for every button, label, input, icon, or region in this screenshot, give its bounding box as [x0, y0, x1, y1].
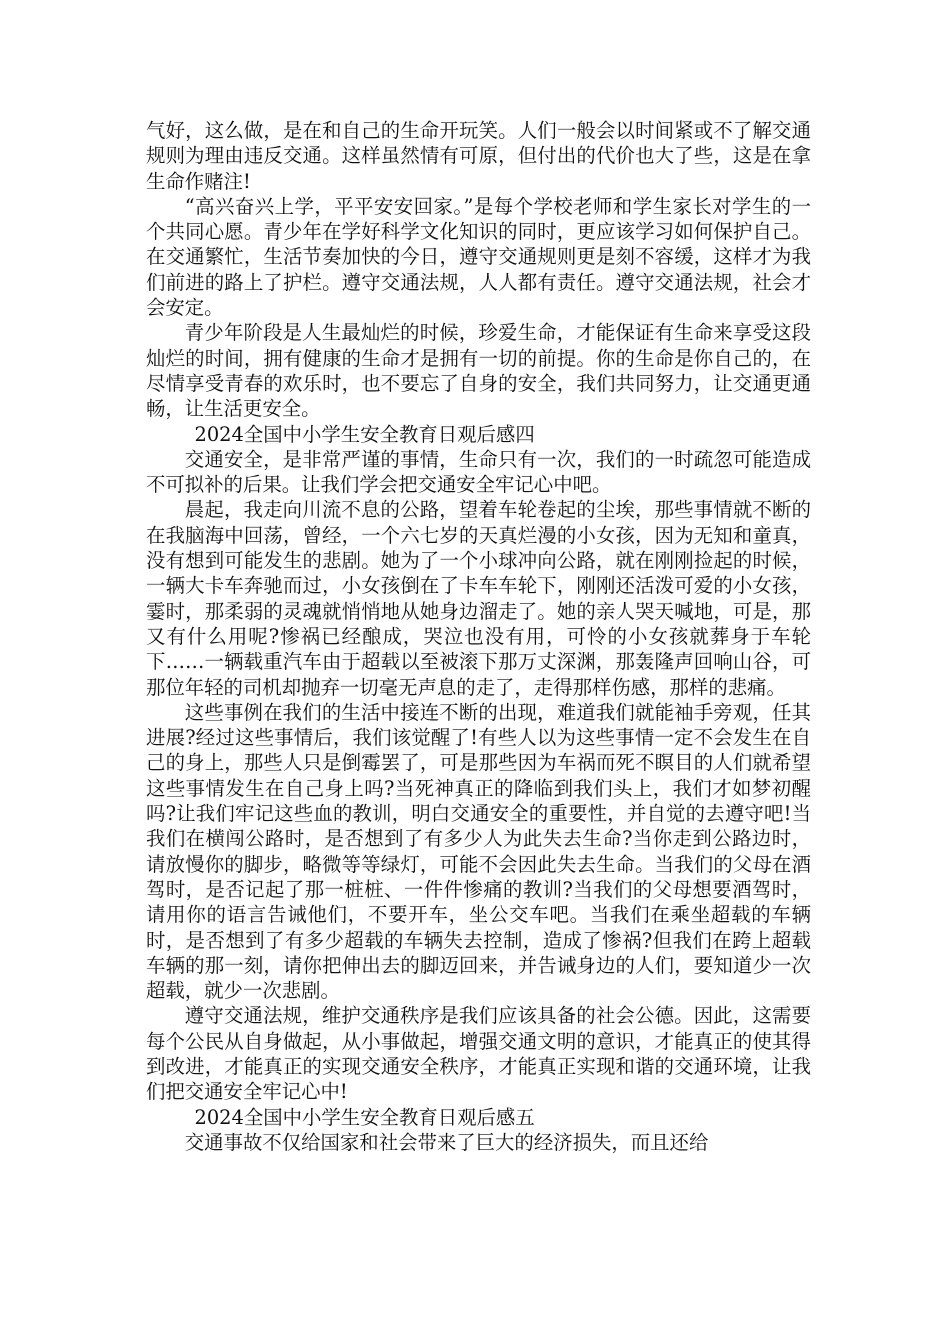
paragraph-cherish-life: 青少年阶段是人生最灿烂的时候，珍爱生命，才能保证有生命来享受这段灿烂的时间，拥有健康的生命才是拥有一切的前提。你的生命是你自己的，在尽情享受青春的欢乐时，也不要忘了自身的安全，我们共同努力，让交通更通畅，让生活更安全。 [146, 321, 811, 421]
paragraph-safe-school: “高兴奋兴上学，平平安安回家。”是每个学校老师和学生家长对学生的一个共同心愿。青少年在学好科学文化知识的同时，更应该学习如何保护自己。在交通繁忙，生活节奏加快的今日，遵守交通规则更是刻不容缓，这样才为我们前进的路上了护栏。遵守交通法规，人人都有责任。遵守交通法规，社会才会安定。 [146, 194, 811, 320]
paragraph-accident-losses: 交通事故不仅给国家和社会带来了巨大的经济损失，而且还给 [184, 1130, 709, 1154]
paragraph-lessons: 这些事例在我们的生活中接连不断的出现，难道我们就能袖手旁观，任其进展?经过这些事情后，我们该觉醒了!有些人以为这些事情一定不会发生在自己的身上，那些人只是倒霉罢了，可是那些因为车祸而死不瞑目的人们就希望这些事情发生在自己身上吗?当死神真正的降临到我们头上，我们才如梦初醒吗?让我们牢记这些血的教训，明白交通安全的重要性，并自觉的去遵守吧!当我们在横闯公路时，是否想到了有多少人为此失去生命?当你走到公路边时，请放慢你的脚步，略微等等绿灯，可能不会因此失去生命。当我们的父母在酒驾时，是否记起了那一桩桩、一件件惨痛的教训?当我们的父母想要酒驾时，请用你的语言告诫他们，不要开车，坐公交车吧。当我们在乘坐超载的车辆时，是否想到了有多少超载的车辆失去控制，造成了惨祸?但我们在跨上超载车辆的那一刻，请你把伸出去的脚迈回来，并告诫身边的人们，要知道少一次超载，就少一次悲剧。 [146, 700, 811, 1003]
document-page [146, 118, 811, 1155]
section-heading-five: 2024全国中小学生安全教育日观后感五 [194, 1105, 535, 1129]
paragraph-traffic-safety-intro: 交通安全，是非常严谨的事情，生命只有一次，我们的一时疏忽可能造成不可拟补的后果。让我们学会把交通安全牢记心中吧。 [146, 447, 811, 497]
paragraph-continuation: 气好，这么做，是在和自己的生命开玩笑。人们一般会以时间紧或不了解交通规则为理由违反交通。这样虽然情有可原，但付出的代价也大了些，这是在拿生命作赌注! [146, 119, 811, 193]
paragraph-morning-story: 晨起，我走向川流不息的公路，望着车轮卷起的尘埃，那些事情就不断的在我脑海中回荡，曾经，一个六七岁的天真烂漫的小女孩，因为无知和童真，没有想到可能发生的悲剧。她为了一个小球冲向公路，就在刚刚捡起的时候，一辆大卡车奔驰而过，小女孩倒在了卡车车轮下，刚刚还活泼可爱的小女孩，霎时，那柔弱的灵魂就悄悄地从她身边溜走了。她的亲人哭天喊地，可是，那又有什么用呢?惨祸已经酿成，哭泣也没有用，可怜的小女孩就葬身于车轮下……一辆载重汽车由于超载以至被滚下那万丈深渊，那轰隆声回响山谷，可那位年轻的司机却抛弃一切毫无声息的走了，走得那样伤感，那样的悲痛。 [146, 498, 811, 699]
section-heading-four: 2024全国中小学生安全教育日观后感四 [194, 422, 535, 446]
paragraph-social-ethics: 遵守交通法规，维护交通秩序是我们应该具备的社会公德。因此，这需要每个公民从自身做起，从小事做起，增强交通文明的意识，才能真正的使其得到改进，才能真正的实现交通安全秩序，才能真正实现和谐的交通环境，让我们把交通安全牢记心中! [146, 1004, 811, 1104]
